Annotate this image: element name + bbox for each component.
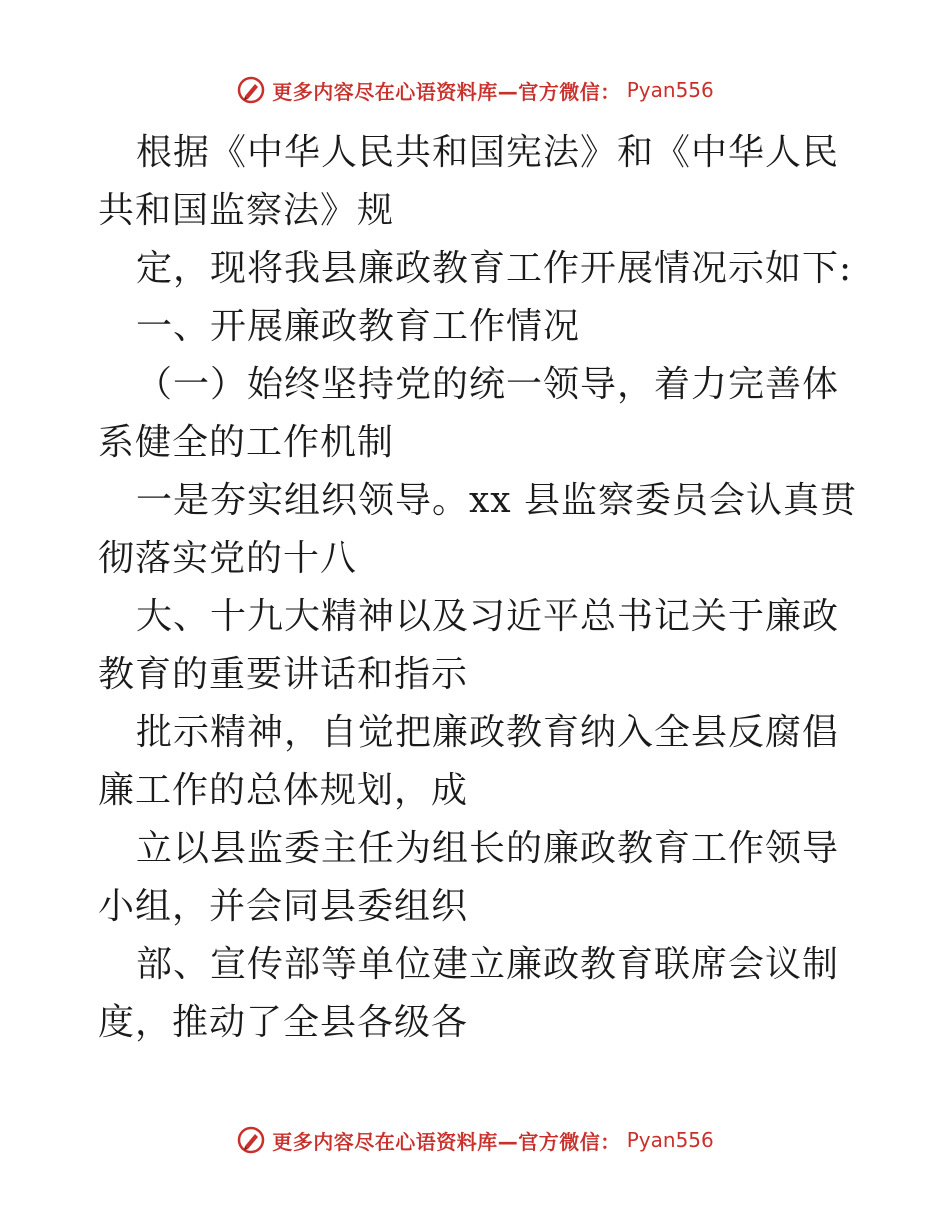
subsection-heading: （一）始终坚持党的统一领导，着力完善体系健全的工作机制: [98, 364, 840, 463]
footer-watermark: [0, 1120, 950, 1160]
paragraph: 大、十九大精神以及习近平总书记关于廉政教育的重要讲话和指示: [98, 596, 840, 695]
watermark-text: 更多内容尽在心语资料库—官方微信：: [272, 79, 621, 104]
paragraph: 立以县监委主任为组长的廉政教育工作领导小组，并会同县委组织: [98, 828, 840, 927]
paragraph: 部、宣传部等单位建立廉政教育联席会议制度，推动了全县各级各: [98, 944, 840, 1043]
paragraph: 一是夯实组织领导。xx 县监察委员会认真贯彻落实党的十八: [98, 480, 858, 579]
paragraph: 定，现将我县廉政教育工作开展情况示如下:: [136, 248, 853, 289]
paragraph: 根据《中华人民共和国宪法》和《中华人民共和国监察法》规: [98, 132, 840, 231]
watermark-account: Pyan556: [626, 1128, 714, 1152]
pen-logo-icon: [236, 75, 266, 105]
section-heading: 一、开展廉政教育工作情况: [136, 306, 581, 347]
watermark-account: Pyan556: [626, 78, 714, 102]
paragraph: 批示精神，自觉把廉政教育纳入全县反腐倡廉工作的总体规划，成: [98, 712, 840, 811]
pen-logo-icon: [236, 1125, 266, 1155]
watermark-text: 更多内容尽在心语资料库—官方微信：: [272, 1129, 621, 1154]
document-body: [98, 124, 858, 1052]
header-watermark: [0, 70, 950, 110]
